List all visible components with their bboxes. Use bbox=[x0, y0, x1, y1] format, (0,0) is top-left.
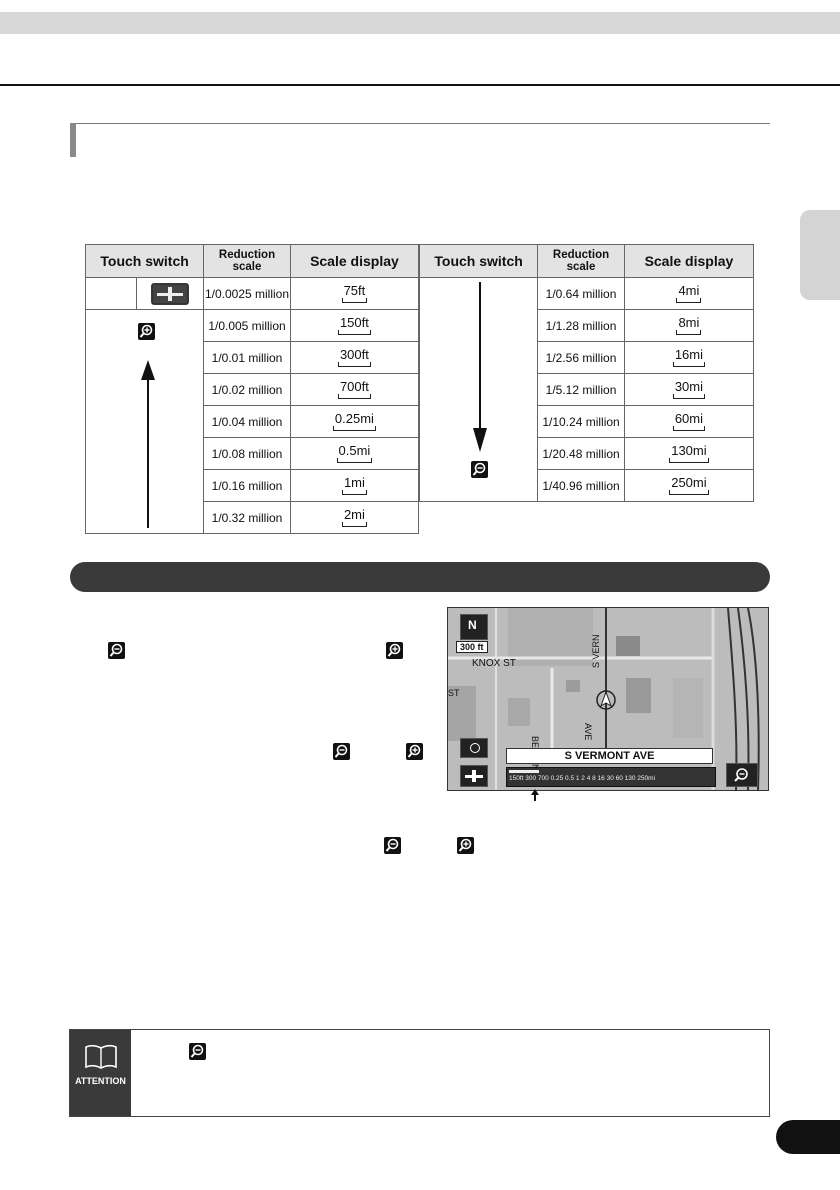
header-scale-display: Scale display bbox=[290, 245, 418, 278]
scale-display: 700ft bbox=[338, 380, 371, 399]
scale-display-cell bbox=[624, 470, 753, 502]
header-touch-switch: Touch switch bbox=[420, 245, 538, 278]
north-up-button[interactable] bbox=[460, 614, 488, 640]
header-rule bbox=[0, 84, 840, 86]
header-reduction-scale: Reduction scale bbox=[204, 245, 291, 278]
reduction-cell: 1/0.005 million bbox=[204, 310, 291, 342]
street-label: ST bbox=[448, 688, 460, 698]
scale-display: 60mi bbox=[673, 412, 705, 431]
scale-display: 30mi bbox=[673, 380, 705, 399]
scale-display-cell bbox=[624, 374, 753, 406]
reduction-cell: 1/0.02 million bbox=[204, 374, 291, 406]
scale-display: 0.25mi bbox=[333, 412, 376, 431]
scale-bar[interactable] bbox=[506, 767, 716, 787]
scale-display-cell bbox=[290, 310, 418, 342]
street-label: S VERN bbox=[591, 634, 601, 668]
north-arrow-icon: N bbox=[468, 618, 477, 632]
zoom-out-icon[interactable] bbox=[471, 461, 488, 478]
zoom-out-icon bbox=[727, 764, 757, 786]
attention-sidebar bbox=[70, 1030, 131, 1116]
scale-display: 8mi bbox=[676, 316, 701, 335]
scale-display-cell bbox=[290, 278, 418, 310]
map-zoom-out-button[interactable] bbox=[726, 763, 758, 787]
down-arrow-icon bbox=[473, 282, 487, 452]
scale-display-cell bbox=[290, 406, 418, 438]
crosshair-icon bbox=[461, 766, 487, 786]
page-number-tab bbox=[776, 1120, 840, 1154]
scale-display-cell bbox=[290, 438, 418, 470]
zoom-in-cell bbox=[86, 310, 204, 534]
scale-display-cell bbox=[624, 406, 753, 438]
scale-display: 1mi bbox=[342, 476, 367, 495]
scale-display-cell bbox=[624, 278, 753, 310]
header-band bbox=[0, 12, 840, 34]
zoom-out-icon bbox=[384, 837, 401, 854]
scale-display: 16mi bbox=[673, 348, 705, 367]
zoom-out-cell bbox=[420, 278, 538, 502]
scale-display: 150ft bbox=[338, 316, 371, 335]
attention-label: ATTENTION bbox=[75, 1076, 126, 1086]
zoom-in-icon bbox=[386, 642, 403, 659]
section-marker bbox=[70, 123, 76, 157]
header-reduction-scale: Reduction scale bbox=[538, 245, 625, 278]
zoom-in-icon[interactable] bbox=[138, 323, 155, 340]
reduction-cell: 1/0.64 million bbox=[538, 278, 625, 310]
pointer-arrow-icon bbox=[530, 789, 540, 801]
position-button-cell bbox=[136, 278, 203, 310]
scale-display: 75ft bbox=[342, 284, 368, 303]
header-scale-display: Scale display bbox=[624, 245, 753, 278]
reduction-cell: 1/2.56 million bbox=[538, 342, 625, 374]
scale-display-cell bbox=[624, 310, 753, 342]
scale-display-cell bbox=[624, 438, 753, 470]
reduction-cell: 1/0.08 million bbox=[204, 438, 291, 470]
section-heading-bar bbox=[70, 562, 770, 592]
scale-display: 0.5mi bbox=[337, 444, 373, 463]
road-name-banner: S VERMONT AVE bbox=[506, 748, 713, 764]
compass-icon bbox=[470, 743, 480, 753]
book-icon bbox=[84, 1044, 118, 1070]
current-position-button[interactable] bbox=[460, 738, 488, 758]
scale-bar-indicator bbox=[509, 770, 539, 773]
zoom-in-icon bbox=[406, 743, 423, 760]
map-menu-button[interactable] bbox=[460, 765, 488, 787]
scale-bar-labels: 150ft 300 700 0.25 0.5 1 2 4 8 16 30 60 130 250mi bbox=[509, 775, 656, 782]
position-crosshair-icon[interactable] bbox=[151, 283, 189, 305]
header-touch-switch: Touch switch bbox=[86, 245, 204, 278]
reduction-cell: 1/0.04 million bbox=[204, 406, 291, 438]
street-label: AVE bbox=[583, 723, 593, 741]
reduction-cell: 1/40.96 million bbox=[538, 470, 625, 502]
scale-display: 2mi bbox=[342, 508, 367, 527]
scale-display-cell bbox=[290, 470, 418, 502]
scale-table-left bbox=[85, 244, 419, 534]
attention-box bbox=[69, 1029, 770, 1117]
scale-display: 250mi bbox=[669, 476, 708, 495]
scale-display: 4mi bbox=[676, 284, 701, 303]
reduction-cell: 1/20.48 million bbox=[538, 438, 625, 470]
empty-cell bbox=[86, 278, 137, 310]
zoom-out-icon bbox=[108, 642, 125, 659]
zoom-in-icon bbox=[457, 837, 474, 854]
scale-display-cell bbox=[290, 342, 418, 374]
scale-display-cell bbox=[290, 374, 418, 406]
scale-display: 130mi bbox=[669, 444, 708, 463]
reduction-cell: 1/0.32 million bbox=[204, 502, 291, 534]
reduction-cell: 1/0.01 million bbox=[204, 342, 291, 374]
scale-display-cell bbox=[290, 502, 418, 534]
reduction-cell: 1/5.12 million bbox=[538, 374, 625, 406]
up-arrow-icon bbox=[141, 360, 155, 528]
map-screenshot bbox=[447, 607, 769, 791]
reduction-cell: 1/10.24 million bbox=[538, 406, 625, 438]
street-label: KNOX ST bbox=[472, 658, 516, 669]
zoom-out-icon bbox=[333, 743, 350, 760]
reduction-cell: 1/1.28 million bbox=[538, 310, 625, 342]
reduction-cell: 1/0.0025 million bbox=[204, 278, 291, 310]
scale-display: 300ft bbox=[338, 348, 371, 367]
map-scale-badge: 300 ft bbox=[456, 641, 488, 653]
chapter-tab bbox=[800, 210, 840, 300]
section-rule bbox=[70, 123, 770, 124]
scale-display-cell bbox=[624, 342, 753, 374]
scale-table-right bbox=[419, 244, 754, 502]
reduction-cell: 1/0.16 million bbox=[204, 470, 291, 502]
zoom-out-icon bbox=[189, 1043, 206, 1060]
